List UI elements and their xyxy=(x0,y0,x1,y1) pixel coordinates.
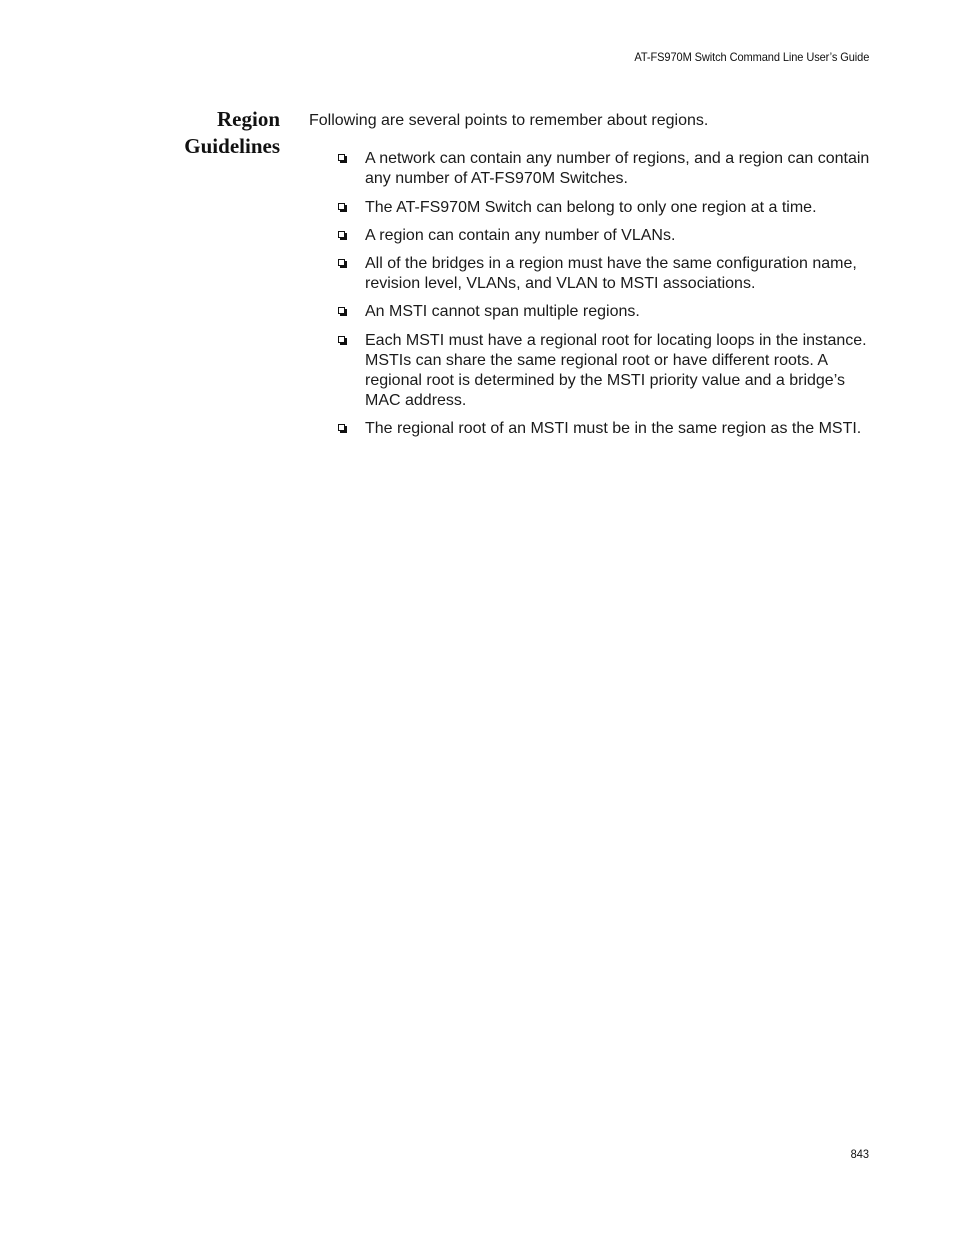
list-item xyxy=(309,331,874,412)
section-heading-line-2: Guidelines xyxy=(184,134,280,158)
square-bullet-icon xyxy=(338,154,345,161)
page-number: 843 xyxy=(850,1147,869,1161)
square-bullet-icon xyxy=(338,203,345,210)
list-item xyxy=(309,226,874,246)
intro-paragraph: Following are several points to remember about regions. xyxy=(309,112,709,129)
running-header-title: AT-FS970M Switch Command Line User’s Guide xyxy=(634,50,869,64)
section-heading xyxy=(120,106,280,160)
list-item-text: A region can contain any number of VLANs. xyxy=(365,226,676,244)
list-item xyxy=(309,254,874,294)
list-item-text: All of the bridges in a region must have the same configuration name, revision level, VLANs, and VLAN to MSTI associations. xyxy=(365,255,857,293)
list-item-text: A network can contain any number of regions, and a region can contain any number of AT-FS970M Switches. xyxy=(365,150,870,188)
square-bullet-icon xyxy=(338,307,345,314)
list-item-text: An MSTI cannot span multiple regions. xyxy=(365,303,640,321)
list-item-text: The regional root of an MSTI must be in the same region as the MSTI. xyxy=(365,420,862,438)
guidelines-list xyxy=(309,149,874,439)
list-item xyxy=(309,198,874,218)
square-bullet-icon xyxy=(338,336,345,343)
section-body xyxy=(309,111,874,448)
square-bullet-icon xyxy=(338,231,345,238)
list-item-text: Each MSTI must have a regional root for locating loops in the instance. MSTIs can share the same regional root or have different roots. A regional root is determined by the MSTI priority value and a bridge’s MAC address. xyxy=(365,331,867,410)
list-item xyxy=(309,149,874,189)
square-bullet-icon xyxy=(338,424,345,431)
list-item xyxy=(309,302,874,322)
square-bullet-icon xyxy=(338,259,345,266)
list-item-text: The AT-FS970M Switch can belong to only one region at a time. xyxy=(365,198,817,216)
section-heading-line-1: Region xyxy=(217,107,280,131)
list-item xyxy=(309,419,874,439)
